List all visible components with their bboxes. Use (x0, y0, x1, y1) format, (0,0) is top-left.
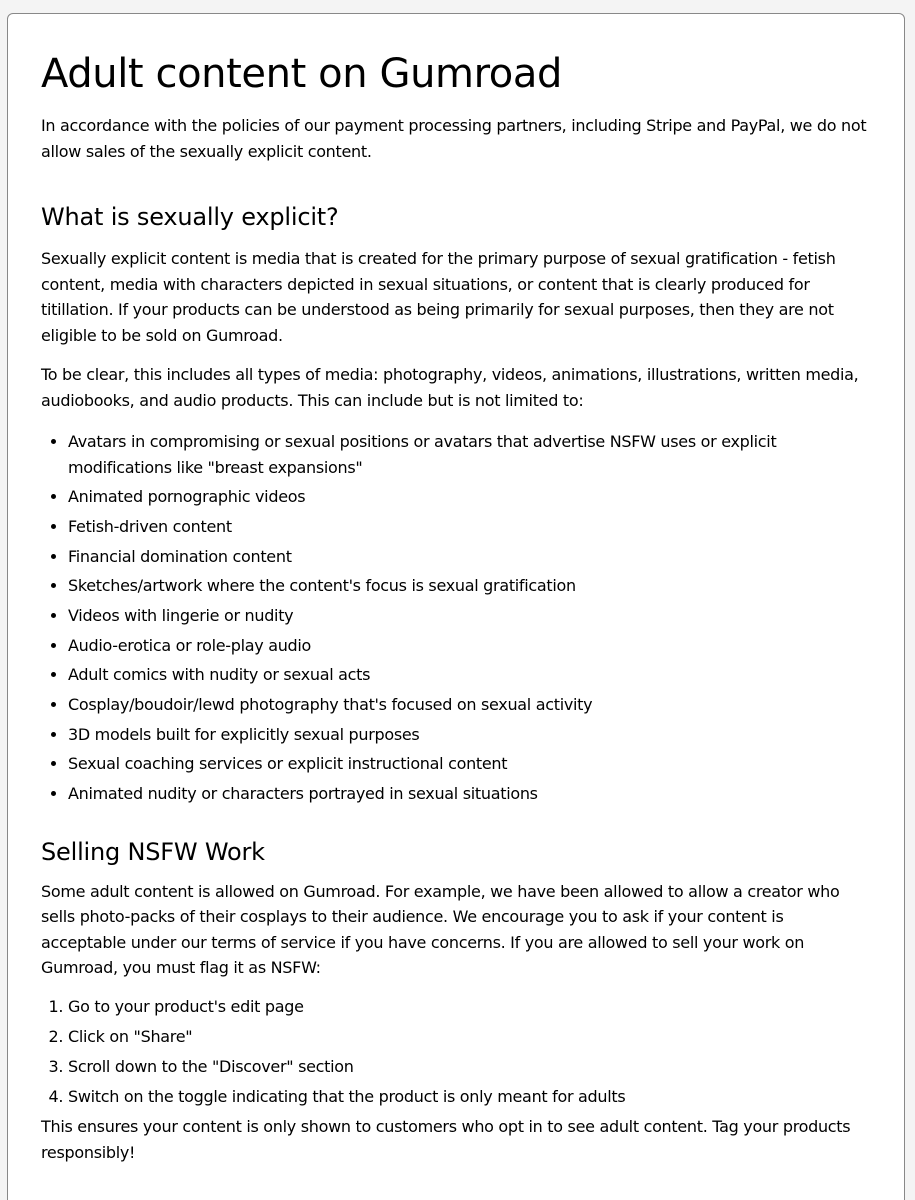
list-item: • Avatars in compromising or sexual positions or avatars that advertise NSFW uses or explicit modifications like "breast expansions" (68, 429, 872, 480)
step-item: 4. Switch on the toggle indicating that the product is only meant for adults (68, 1084, 872, 1110)
list-item: • 3D models built for explicitly sexual purposes (68, 722, 872, 748)
list-item: • Videos with lingerie or nudity (68, 603, 872, 629)
list-item: • Animated nudity or characters portrayed in sexual situations (68, 781, 872, 807)
selling-body-paragraph: Some adult content is allowed on Gumroad. For example, we have been allowed to allow a creator who sells photo-packs of their cosplays to their audience. We encourage you to ask if your content is acceptable under our terms of service if you have concerns. If you are allowed to sell your work on Gumroad, you must flag it as NSFW: (41, 881, 840, 978)
list-item: • Audio-erotica or role-play audio (68, 633, 872, 659)
section-heading-selling: Selling NSFW Work (41, 837, 265, 866)
list-item: • Sexual coaching services or explicit instructional content (68, 751, 872, 777)
article-card (7, 13, 905, 1200)
list-item: • Adult comics with nudity or sexual acts (68, 662, 872, 688)
intro-paragraph: In accordance with the policies of our payment processing partners, including Stripe and PayPal, we do not allow sales of the sexually explicit content. (41, 116, 867, 161)
list-item: • Fetish-driven content (68, 514, 872, 540)
explicit-definition-paragraph: Sexually explicit content is media that is created for the primary purpose of sexual gratification - fetish content, media with characters depicted in sexual situations, or content that is clearly produced for titillation. If your products can be understood as being primarily for sexual purposes, then they are not eligible to be sold on Gumroad. (41, 249, 836, 345)
list-item: • Animated pornographic videos (68, 484, 872, 510)
section-heading-explicit: What is sexually explicit? (41, 203, 339, 231)
page-title: Adult content on Gumroad (41, 51, 562, 97)
list-item: • Sketches/artwork where the content's focus is sexual gratification (68, 573, 872, 599)
list-item: • Cosplay/boudoir/lewd photography that's focused on sexual activity (68, 692, 872, 718)
closing-paragraph: This ensures your content is only shown to customers who opt in to see adult content. Tag your products responsibly! (41, 1117, 851, 1162)
step-item: 2. Click on "Share" (68, 1024, 872, 1050)
explicit-clarification-paragraph: To be clear, this includes all types of media: photography, videos, animations, illustrations, written media, audiobooks, and audio products. This can include but is not limited to: (41, 365, 859, 410)
list-item: • Financial domination content (68, 544, 872, 570)
step-item: 3. Scroll down to the "Discover" section (68, 1054, 872, 1080)
step-item: 1. Go to your product's edit page (68, 994, 872, 1020)
explicit-content-list (41, 429, 872, 807)
nsfw-steps-list (41, 994, 872, 1110)
